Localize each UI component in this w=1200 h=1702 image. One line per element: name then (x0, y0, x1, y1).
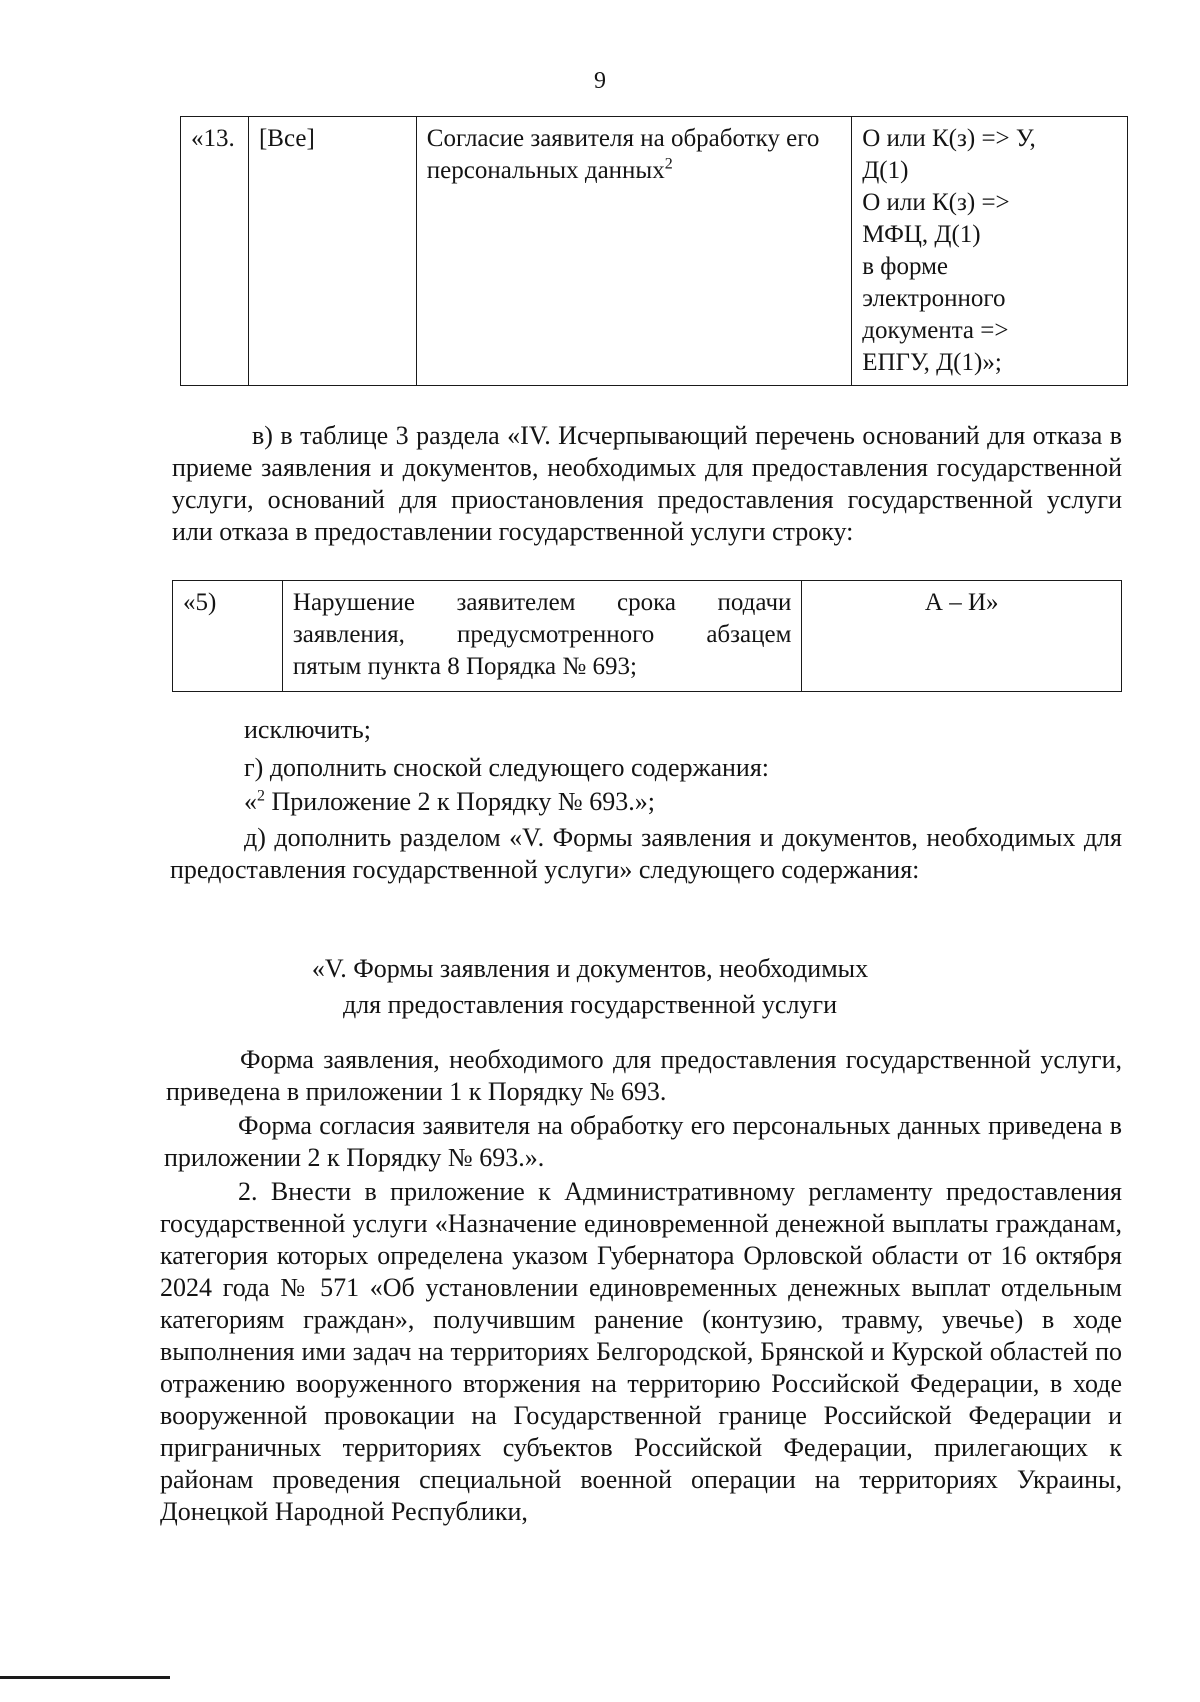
refusal-table-row-5 (172, 580, 1122, 692)
reason-line: пятым пункта 8 Порядка № 693; (292, 653, 637, 680)
requirement-line: О или К(з) => (862, 189, 1010, 216)
paragraph-v: в) в таблице 3 раздела «IV. Исчерпывающий перечень оснований для отказа в приеме заявления и документов, необходимых для предоставления государственной услуги, оснований для приостановления предоставления государственной услуги или отказа в предоставлении государственной услуги строку: (172, 421, 1122, 546)
paragraph-2: 2. Внести в приложение к Административному регламенту предоставления государственной услуги «Назначение единовременной денежной выплаты гражданам, категория которых определена указом Губернатора Орловской области от 16 октября 2024 года № 571 «Об установлении единовременных денежных выплат отдельным категориям граждан», получившим ранение (контузию, травму, увечье) в ходе выполнения ими задач на территориях Белгородской, Брянской и Курской областей по отражению вооруженного вторжения на территорию Российской Федерации, в ходе вооруженной провокации на Государственной границе Российской Федерации и приграничных территориях субъектов Российской Федерации, прилегающих к районам проведения специальной военной операции на территориях Украины, Донецкой Народной Республики, (160, 1177, 1122, 1526)
footer-rule (0, 1676, 170, 1679)
reason-line: Нарушение заявителем срока подачи (292, 589, 792, 616)
paragraph-form-application: Форма заявления, необходимого для предоставления государственной услуги, приведена в приложении 1 к Порядку № 693. (166, 1045, 1122, 1106)
requirement-line: электронного (862, 285, 1006, 312)
footnote-mark: 2 (664, 155, 673, 173)
row-number-cell: «13. (181, 117, 249, 386)
paragraph-footnote (244, 786, 1124, 818)
requirement-cell (852, 117, 1128, 386)
services-table-row-13 (180, 116, 1128, 386)
reason-line: заявления, предусмотренного абзацем (292, 621, 792, 648)
reason-cell (282, 581, 802, 692)
row-number-cell: «5) (173, 581, 283, 692)
requirement-line: О или К(з) => У, (862, 125, 1036, 152)
footnote-text: Приложение 2 к Порядку № 693.»; (265, 787, 655, 816)
table-row (181, 117, 1128, 386)
requirement-line: Д(1) (862, 157, 909, 184)
code-cell: А – И» (802, 581, 1122, 692)
requirement-line: МФЦ, Д(1) (862, 221, 981, 248)
paragraph-g: г) дополнить сноской следующего содержания: (244, 753, 770, 782)
document-cell (416, 117, 851, 386)
footnote-mark: 2 (257, 787, 265, 805)
table-row (173, 581, 1122, 692)
quote-open: « (244, 787, 257, 816)
paragraph-form-consent: Форма согласия заявителя на обработку его персональных данных приведена в приложении 2 к Порядку № 693.». (164, 1111, 1122, 1172)
scope-cell: [Все] (248, 117, 416, 386)
section-heading-line2: для предоставления государственной услуги (342, 990, 838, 1019)
paragraph-d: д) дополнить разделом «V. Формы заявления и документов, необходимых для предоставления государственной услуги» следующего содержания: (170, 823, 1122, 884)
page-number: 9 (594, 68, 606, 94)
requirement-line: ЕПГУ, Д(1)»; (862, 349, 1002, 376)
requirement-line: документа => (862, 317, 1009, 344)
document-name: Согласие заявителя на обработку его персональных данных (426, 125, 820, 184)
section-heading-line1: «V. Формы заявления и документов, необходимых (311, 954, 869, 983)
paragraph-exclude: исключить; (244, 715, 371, 744)
requirement-line: в форме (862, 253, 949, 280)
